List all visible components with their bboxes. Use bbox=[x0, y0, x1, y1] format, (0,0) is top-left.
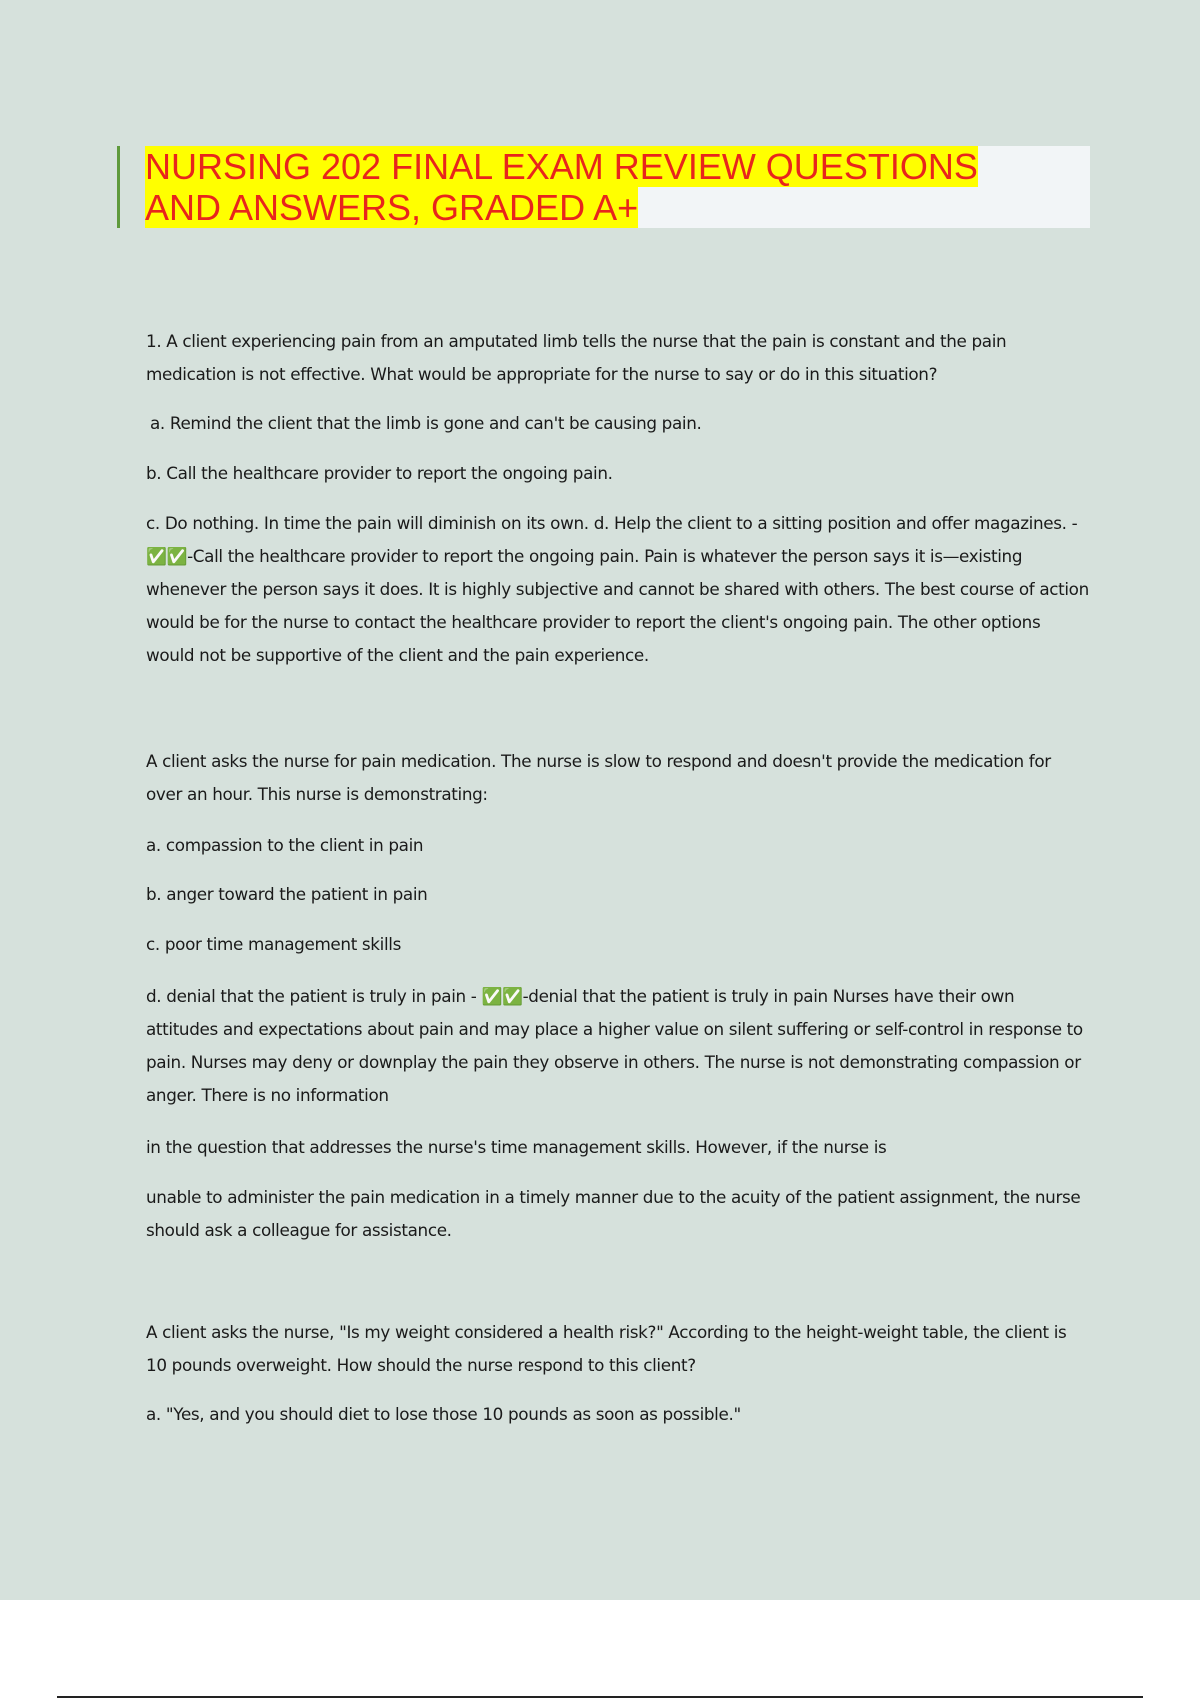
question-1-option-b: b. Call the healthcare provider to report the ongoing pain. bbox=[146, 463, 613, 483]
question-2-option-d-answer: d. denial that the patient is truly in pain - ✅✅-denial that the patient is truly in pain Nurses have their own attitudes and expectations about pain and may place a higher value on silent suffering or self-control in response to pain. Nurses may deny or downplay the pain they observe in others. The nurse is not demonstrating compassion or anger. There is no information bbox=[146, 986, 1083, 1105]
question-1-option-cd-answer: c. Do nothing. In time the pain will diminish on its own. d. Help the client to a sitting position and offer magazines. - ✅✅-Call the healthcare provider to report the ongoing pain. Pain is whatever the person says it is—existing whenever the person says it does. It is highly subjective and cannot be shared with others. The best course of action would be for the nurse to contact the healthcare provider to report the client's ongoing pain. The other options would not be supportive of the client and the pain experience. bbox=[146, 513, 1089, 665]
question-3-option-a: a. "Yes, and you should diet to lose those 10 pounds as soon as possible." bbox=[146, 1404, 741, 1424]
document-title bbox=[145, 146, 1090, 228]
question-2-option-c: c. poor time management skills bbox=[146, 934, 402, 954]
question-1-stem: 1. A client experiencing pain from an amputated limb tells the nurse that the pain is constant and the pain medication is not effective. What would be appropriate for the nurse to say or do in this situation? bbox=[146, 331, 1007, 384]
title-accent-bar bbox=[117, 146, 120, 228]
title-line-2: AND ANSWERS, GRADED A+ bbox=[145, 187, 639, 228]
title-line-1: NURSING 202 FINAL EXAM REVIEW QUESTIONS bbox=[145, 146, 978, 187]
question-2-continuation-2: unable to administer the pain medication in a timely manner due to the acuity of the patient assignment, the nurse should ask a colleague for assistance. bbox=[146, 1187, 1081, 1240]
footer-rule bbox=[57, 1696, 1143, 1698]
question-2-continuation-1: in the question that addresses the nurse's time management skills. However, if the nurse is bbox=[146, 1137, 887, 1157]
question-2-option-b: b. anger toward the patient in pain bbox=[146, 884, 428, 904]
question-2-option-a: a. compassion to the client in pain bbox=[146, 835, 424, 855]
question-1-option-a: a. Remind the client that the limb is gone and can't be causing pain. bbox=[150, 413, 702, 433]
question-3-stem: A client asks the nurse, "Is my weight considered a health risk?" According to the height-weight table, the client is 10 pounds overweight. How should the nurse respond to this client? bbox=[146, 1322, 1067, 1375]
title-block bbox=[117, 146, 1092, 228]
question-2-stem: A client asks the nurse for pain medication. The nurse is slow to respond and doesn't provide the medication for over an hour. This nurse is demonstrating: bbox=[146, 751, 1051, 804]
